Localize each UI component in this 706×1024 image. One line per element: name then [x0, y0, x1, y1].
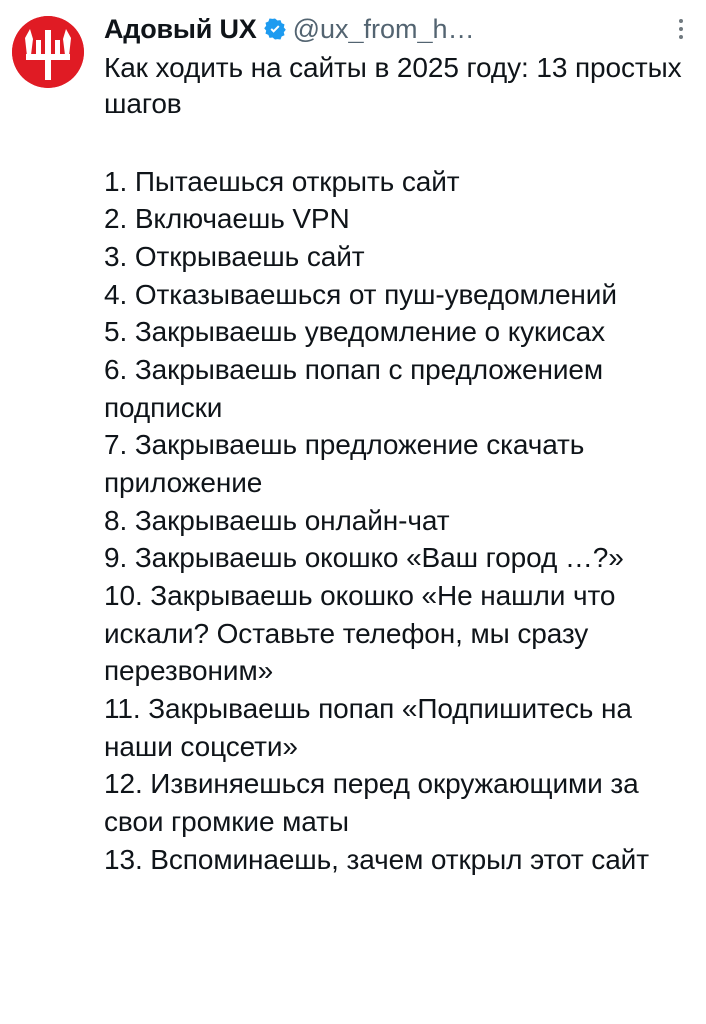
avatar[interactable]	[12, 16, 84, 88]
list-item: 3. Открываешь сайт	[104, 241, 365, 273]
list-item: 11. Закрываешь попап «Подпишитесь на наши соцсети»	[104, 692, 632, 762]
tweet-title: Как ходить на сайты в 2025 году: 13 простых шагов	[104, 52, 682, 120]
list-item: 13. Вспоминаешь, зачем открыл этот сайт	[104, 843, 649, 875]
list-item: 2. Включаешь VPN	[104, 203, 350, 235]
author-handle[interactable]: @ux_from_h…	[292, 15, 475, 43]
list-item: 1. Пытаешься открыть сайт	[104, 165, 460, 197]
list-item: 12. Извиняешься перед окружающими за свои громкие маты	[104, 768, 639, 837]
list-item: 7. Закрываешь предложение скачать приложение	[104, 429, 585, 499]
tweet-steps-list	[104, 163, 694, 878]
more-options-icon[interactable]	[668, 14, 694, 44]
avatar-column	[12, 14, 92, 878]
list-item: 9. Закрываешь окошко «Ваш город …?»	[104, 542, 624, 574]
list-item: 10. Закрываешь окошко «Не нашли что искали? Оставьте телефон, мы сразу перезвоним»	[104, 580, 616, 687]
devil-trident-avatar-icon	[12, 16, 84, 88]
list-item: 6. Закрываешь попап с предложением подписки	[104, 354, 604, 423]
list-item: 4. Отказываешься от пуш-уведомлений	[104, 278, 617, 310]
author-display-name[interactable]: Адовый UX	[104, 13, 257, 44]
tweet-content	[92, 14, 694, 878]
list-item: 5. Закрываешь уведомление о кукисах	[104, 316, 606, 348]
verified-badge-icon	[263, 17, 287, 41]
list-item: 8. Закрываешь онлайн-чат	[104, 504, 450, 536]
tweet-header	[104, 14, 694, 44]
